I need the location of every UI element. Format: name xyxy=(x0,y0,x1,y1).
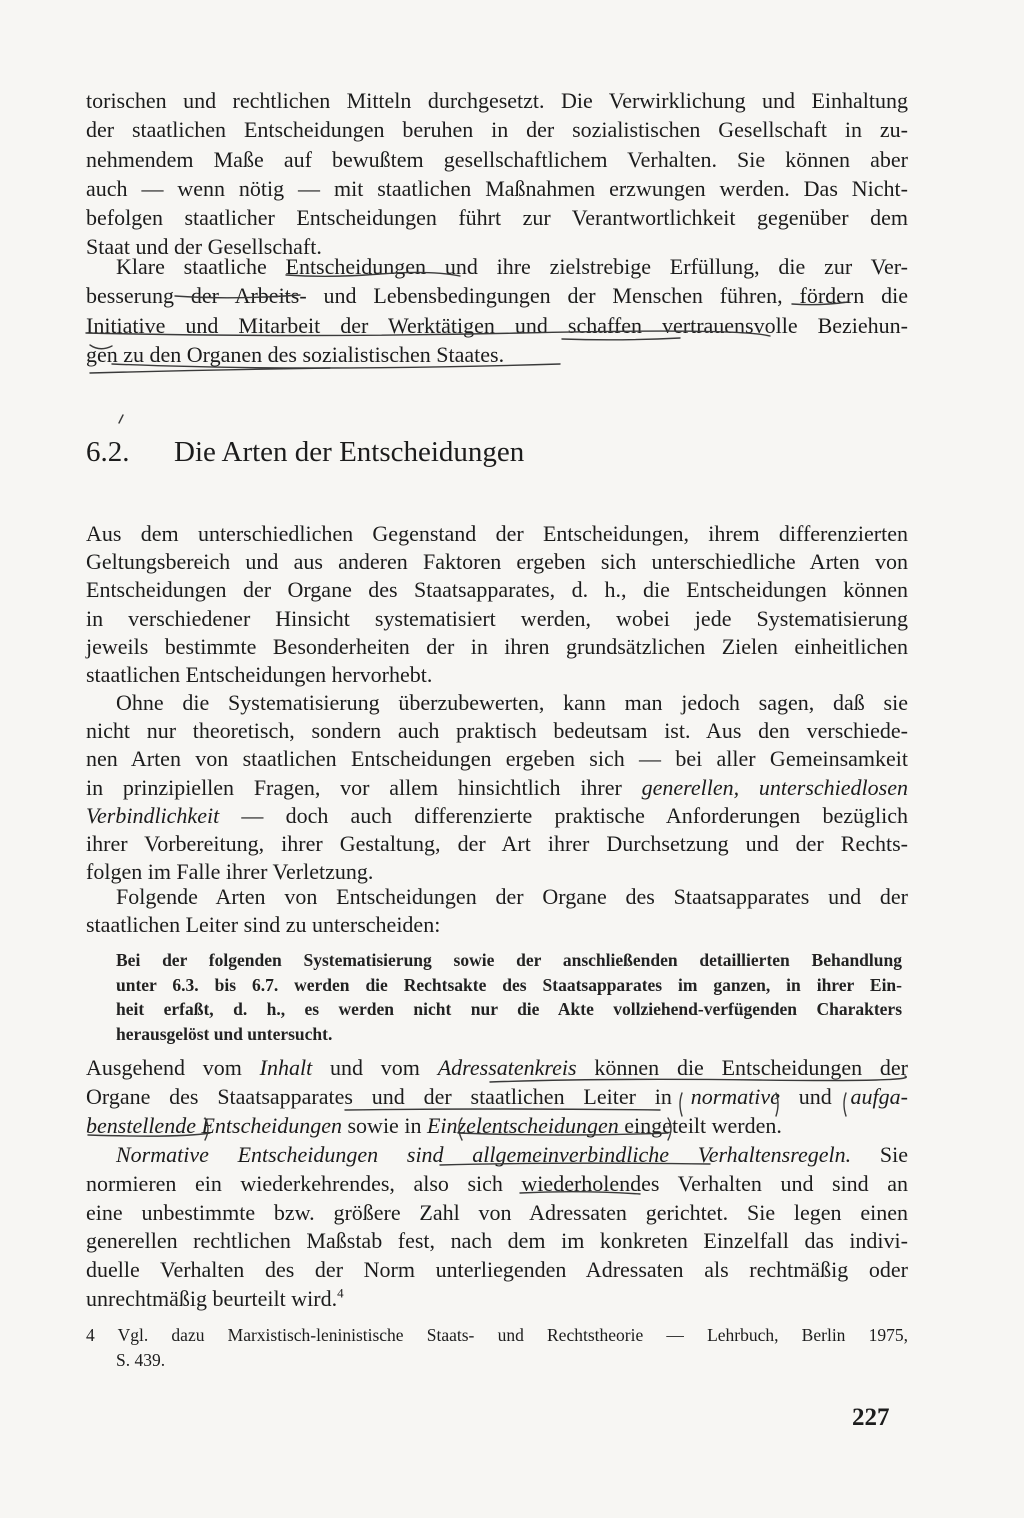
text-line xyxy=(86,1285,908,1314)
text-line: duelle Verhalten des der Norm unterliegenden Adressaten als rechtmäßig oder xyxy=(86,1257,908,1283)
note-line: unter 6.3. bis 6.7. werden die Rechtsakte des Staatsapparates im ganzen, in ihrer Ein- xyxy=(116,974,902,995)
text-line: eine unbestimmte bzw. größere Zahl von Adressaten gerichtet. Sie legen einen xyxy=(86,1199,908,1225)
text-line: Initiative und Mitarbeit der Werktätigen und schaffen vertrauensvolle Beziehun- xyxy=(86,312,908,338)
text-line xyxy=(86,1083,908,1112)
text-run: unrechtmäßig beurteilt wird. xyxy=(86,1285,338,1311)
text-line: Geltungsbereich und aus anderen Faktoren ergeben sich unterschiedliche Arten von xyxy=(86,549,908,575)
footnote-line: 4 Vgl. dazu Marxistisch-leninistische Staats- und Rechtstheorie — Lehrbuch, Berlin 1975, xyxy=(86,1325,908,1345)
text-line: Entscheidungen der Organe des Staatsapparates, d. h., die Entscheidungen können xyxy=(86,577,908,603)
text-line: der staatlichen Entscheidungen beruhen in der sozialistischen Gesellschaft in zu- xyxy=(86,117,908,143)
paragraph-7 xyxy=(86,1141,908,1314)
text-run: Organe des Staatsapparates und der staatlichen Leiter in xyxy=(86,1083,691,1109)
text-line: Klare staatliche Entscheidungen und ihre zielstrebige Erfüllung, die zur Ver- xyxy=(116,254,908,279)
text-run: und vom xyxy=(312,1055,438,1080)
text-run: — doch auch differenzierte praktische Anforderungen bezüglich xyxy=(219,802,908,828)
text-run: können die Entscheidungen der xyxy=(576,1055,908,1080)
paragraph-3 xyxy=(86,520,908,689)
section-heading xyxy=(86,432,524,472)
italic-text: Inhalt xyxy=(259,1055,313,1080)
text-line: in verschiedener Hinsicht systematisiert werden, wobei jede Systematisierung xyxy=(86,605,908,631)
text-line: staatlichen Leiter sind zu unterscheiden: xyxy=(86,912,441,938)
italic-text: Verbindlichkeit xyxy=(86,802,220,828)
text-line: auch — wenn nötig — mit staatlichen Maßnahmen erzwungen werden. Das Nicht- xyxy=(86,175,908,201)
text-run: eingeteilt werden. xyxy=(618,1112,782,1138)
page-number: 227 xyxy=(852,1404,890,1431)
text-run: und xyxy=(779,1083,851,1109)
text-line: Folgende Arten von Entscheidungen der Organe des Staatsapparates und der xyxy=(116,884,908,909)
footnote-line: S. 439. xyxy=(116,1349,166,1370)
text-line xyxy=(86,802,908,830)
text-line xyxy=(86,1112,908,1141)
text-line xyxy=(86,1054,908,1083)
note-block xyxy=(116,948,902,1046)
footnote-marker[interactable]: 4 xyxy=(337,1285,344,1301)
text-line xyxy=(86,774,908,802)
text-line: Ohne die Systematisierung überzubewerten, kann man jedoch sagen, daß sie xyxy=(116,690,908,715)
paragraph-6 xyxy=(86,1054,908,1140)
italic-text: Adressatenkreis xyxy=(437,1055,577,1080)
note-line: herausgelöst und untersucht. xyxy=(116,1023,333,1044)
text-line: gen zu den Organen des sozialistischen Staates. xyxy=(86,341,505,367)
italic-text: generellen, unterschiedlosen xyxy=(641,774,908,800)
text-line: befolgen staatlicher Entscheidungen führt zur Verantwortlichkeit gegenüber dem xyxy=(86,205,908,231)
text-line: Staat und der Gesellschaft. xyxy=(86,234,322,260)
text-line xyxy=(86,1141,908,1170)
text-line: Aus dem unterschiedlichen Gegenstand der Entscheidungen, ihrem differenzierten xyxy=(86,521,908,546)
text-run: Sie xyxy=(851,1142,908,1167)
italic-text: benstellende xyxy=(86,1112,196,1138)
italic-text: Entscheidungen xyxy=(195,1112,342,1138)
text-line: jeweils bestimmte Besonderheiten der in ihren grundsätzlichen Zielen einheitlichen xyxy=(86,633,908,659)
italic-text: Einzelentscheidungen xyxy=(426,1112,619,1138)
text-line: nen Arten von staatlichen Entscheidungen ergeben sich — bei aller Gemeinsamkeit xyxy=(86,746,908,772)
text-line: normieren ein wiederkehrendes, also sich wiederholendes Verhalten und sind an xyxy=(86,1170,908,1196)
italic-text: normative xyxy=(690,1083,780,1109)
italic-text: Normative Entscheidungen sind allgemeinverbindliche Verhaltensregeln. xyxy=(116,1142,852,1167)
text-run: sowie in xyxy=(342,1112,427,1138)
text-line: ihrer Vorbereitung, ihrer Gestaltung, der Art ihrer Durchsetzung und der Rechts- xyxy=(86,831,908,857)
section-number: 6.2. xyxy=(86,436,130,468)
section-title: Die Arten der Entscheidungen xyxy=(174,436,525,468)
paragraph-4 xyxy=(86,689,908,886)
footnote xyxy=(86,1323,908,1372)
note-line: heit erfaßt, d. h., es werden nicht nur die Akte vollziehend-verfügenden Charakters xyxy=(116,999,902,1020)
text-line: nicht nur theoretisch, sondern auch praktisch bedeutsam ist. Aus den verschiede- xyxy=(86,718,908,744)
text-line: torischen und rechtlichen Mitteln durchgesetzt. Die Verwirklichung und Einhaltung xyxy=(86,88,908,113)
text-line: staatlichen Entscheidungen hervorhebt. xyxy=(86,662,433,688)
text-run: Ausgehend vom xyxy=(86,1055,260,1080)
paragraph-5 xyxy=(86,883,908,939)
note-line: Bei der folgenden Systematisierung sowie der anschließenden detaillierten Behandlung xyxy=(116,950,902,970)
text-line: besserung der Arbeits- und Lebensbedingungen der Menschen führen, fördern die xyxy=(86,283,908,309)
paragraph-2 xyxy=(86,252,908,369)
text-run: in prinzipiellen Fragen, vor allem hinsichtlich ihrer xyxy=(86,774,642,800)
text-line: folgen im Falle ihrer Verletzung. xyxy=(86,859,374,885)
italic-text: aufga- xyxy=(850,1083,908,1109)
text-line: nehmendem Maße auf bewußtem gesellschaftlichem Verhalten. Sie können aber xyxy=(86,146,908,172)
tick-mark xyxy=(119,415,123,423)
paragraph-1 xyxy=(86,86,908,262)
text-line: generellen rechtlichen Maßstab fest, nach dem im konkreten Einzelfall das indivi- xyxy=(86,1228,908,1254)
